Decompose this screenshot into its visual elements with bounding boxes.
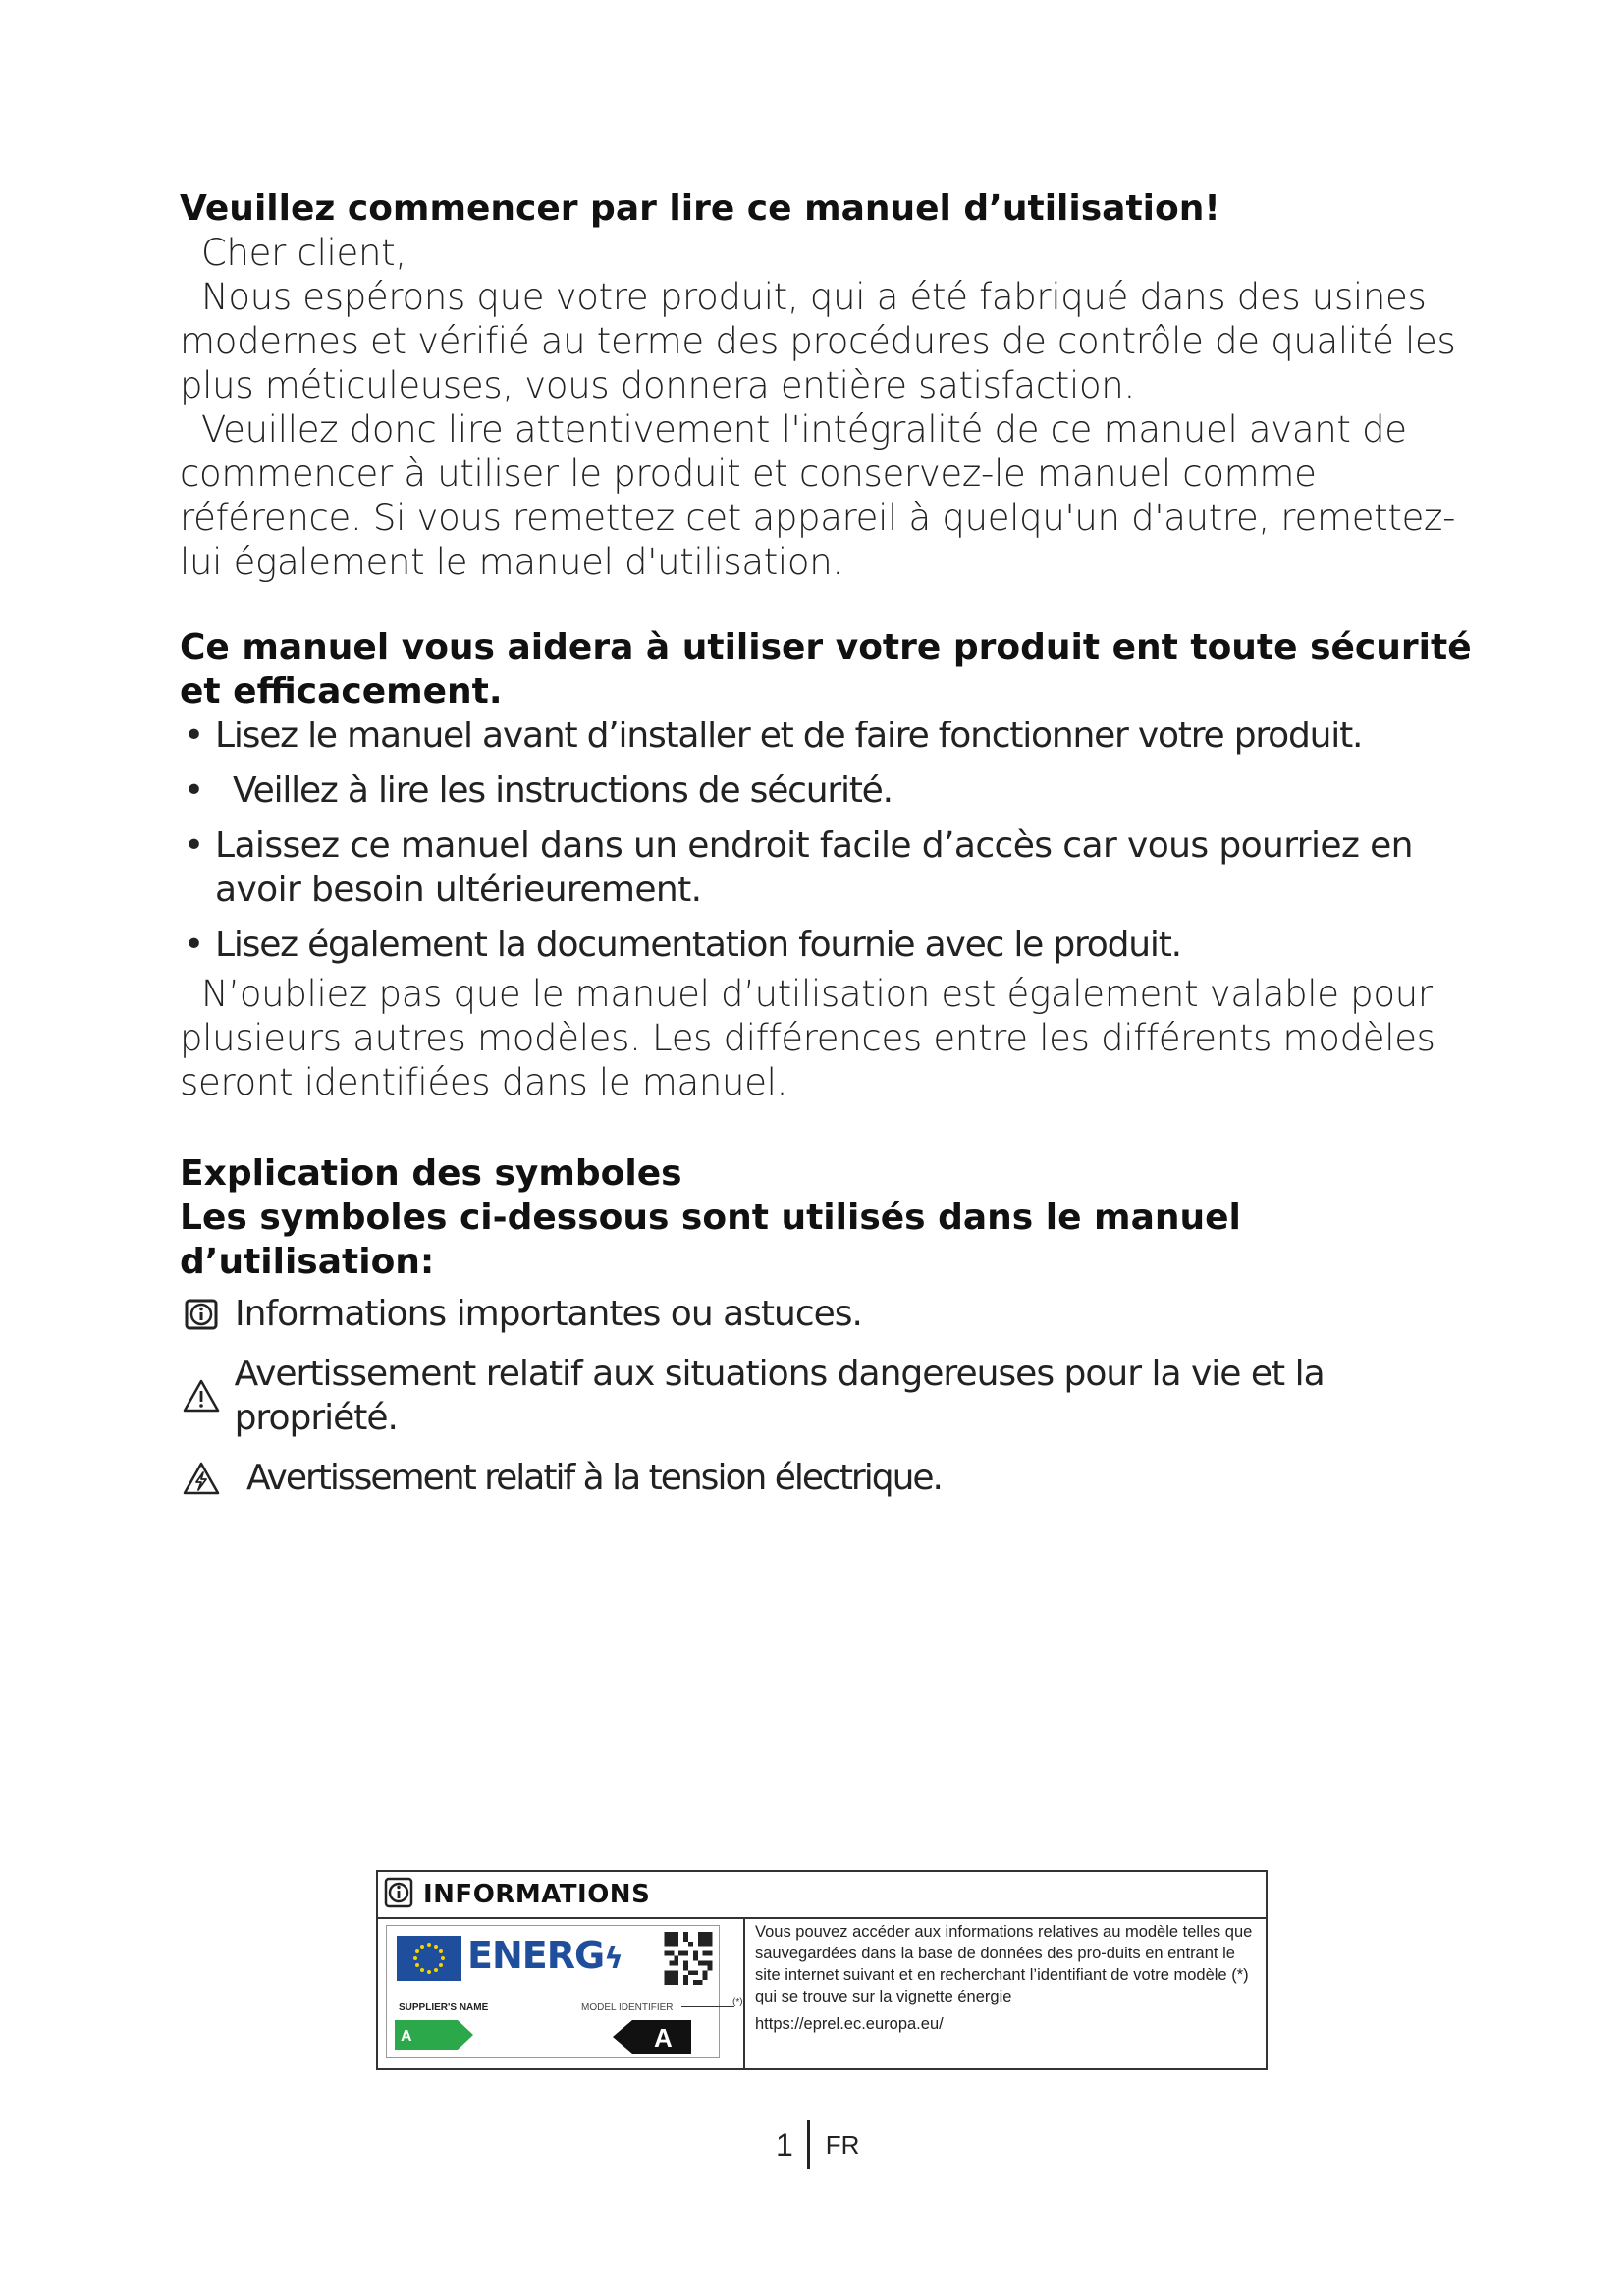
bullet-dot: •: [184, 925, 204, 965]
symbol-row-info: [180, 1292, 1486, 1336]
symbols-section: [180, 1151, 1486, 1500]
bullet-item: • Lisez le manuel avant d’installer et de faire fonctionner votre produit.: [184, 716, 1363, 756]
supplier-name: SUPPLIER'S NAME: [399, 2002, 489, 2013]
info-icon: [384, 1877, 413, 1912]
eprel-description: Vous pouvez accéder aux informations relatives au modèle telles que sauvegardées dans la base de données des pro-duits en entrant le site internet suivant et en recherchant l’identifiant de votre modèle (*) qui se trouve sur la vignette énergie: [755, 1923, 1253, 2005]
manual-page: [180, 187, 1486, 1500]
usage-title: Ce manuel vous aidera à utiliser votre produit ent toute sécurité et efficacement.: [180, 627, 1472, 712]
page-footer: [776, 2120, 859, 2169]
eprel-info: [745, 1919, 1266, 2070]
page-number: 1: [776, 2126, 793, 2163]
symbol-text-electric: Avertissement relatif à la tension électrique.: [246, 1458, 942, 1498]
energy-label: [386, 1925, 743, 2058]
scale-class-letter: A: [401, 2028, 412, 2045]
intro-title: Veuillez commencer par lire ce manuel d’utilisation!: [180, 188, 1220, 229]
information-box-body: [378, 1919, 1266, 2070]
product-class-letter: A: [654, 2023, 673, 2053]
electric-warning-icon: [180, 1459, 223, 1498]
symbol-text-warning: Avertissement relatif aux situations dangereuses pour la vie et la propriété.: [234, 1354, 1325, 1438]
greeting: Cher client,: [201, 232, 406, 274]
info-icon: [180, 1295, 223, 1334]
footer-divider: [807, 2120, 810, 2169]
symbols-title: Explication des symboles: [180, 1153, 682, 1194]
symbol-row-warning: [180, 1352, 1486, 1440]
language-code: FR: [825, 2129, 860, 2160]
pointer-line: [681, 2006, 734, 2007]
energy-label-area: [378, 1919, 745, 2070]
bullet-dot: •: [184, 771, 204, 811]
models-note: N’oubliez pas que le manuel d’utilisation est également valable pour plusieurs autres modèles. Les différences entre les différents modèles seront identifiées dans le manuel.: [180, 973, 1435, 1103]
intro-paragraph-2: Veuillez donc lire attentivement l'intégralité de ce manuel avant de commencer à utiliser le produit et conservez-le manuel comme référence. Si vous remettez cet appareil à quelqu'un d'autre, remettez-lui également le manuel d'utilisation.: [180, 408, 1456, 583]
intro-paragraph-1: Nous espérons que votre produit, qui a été fabriqué dans des usines modernes et vérifié au terme des procédures de contrôle de qualité les plus méticuleuses, vous donnera entière satisfaction.: [180, 276, 1456, 406]
intro-section: [180, 187, 1486, 584]
information-box-title: INFORMATIONS: [423, 1880, 651, 1909]
eu-flag-icon: [397, 1936, 461, 1981]
information-box-header: [378, 1872, 1266, 1919]
symbol-text-info: Informations importantes ou astuces.: [235, 1294, 862, 1334]
bullet-dot: •: [184, 716, 204, 756]
eprel-link[interactable]: https://eprel.ec.europa.eu/: [755, 2015, 944, 2033]
pointer-marker: (*): [732, 1997, 743, 2007]
warning-icon: [180, 1376, 223, 1415]
symbols-subtitle: Les symboles ci-dessous sont utilisés dans le manuel d’utilisation:: [180, 1198, 1241, 1282]
energy-scale-arrow: [395, 2020, 475, 2054]
qr-code-icon: [664, 1932, 713, 1985]
bolt-icon: ϟ: [604, 1942, 623, 1976]
bullet-dot: •: [184, 826, 204, 866]
model-identifier: MODEL IDENTIFIER: [581, 2002, 674, 2013]
energy-class-arrow: [613, 2020, 691, 2057]
bullet-item: • Laissez ce manuel dans un endroit facile d’accès car vous pourriez en avoir besoin ultérieurement.: [184, 826, 1413, 910]
symbol-row-electric: [180, 1456, 1486, 1500]
energy-label-brand: ENERGϟ: [467, 1934, 623, 1977]
bullet-item: • Veillez à lire les instructions de sécurité.: [184, 771, 893, 811]
usage-bullets: [180, 714, 1486, 967]
usage-section: [180, 625, 1486, 1104]
information-box: [376, 1870, 1268, 2070]
bullet-item: • Lisez également la documentation fournie avec le produit.: [184, 925, 1181, 965]
